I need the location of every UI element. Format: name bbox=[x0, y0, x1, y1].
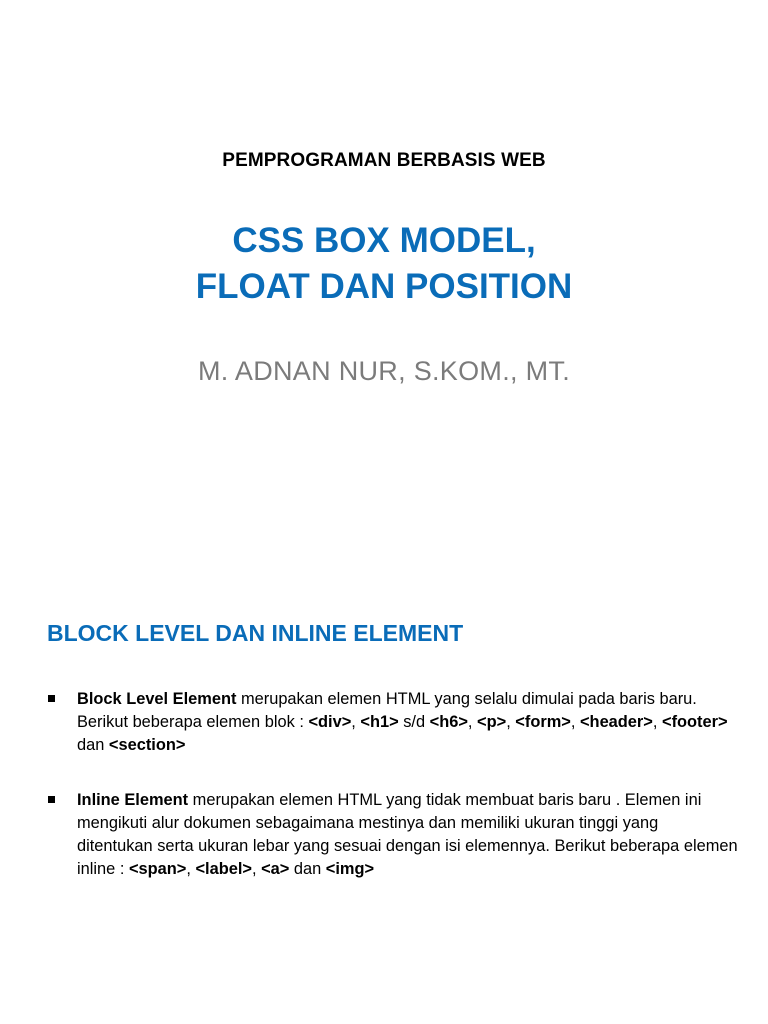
separator: , bbox=[570, 713, 580, 731]
text-dan: dan bbox=[289, 860, 326, 878]
tag-header: <header> bbox=[579, 713, 653, 731]
tag-div: <div> bbox=[308, 713, 352, 731]
tag-p: <p> bbox=[477, 713, 507, 731]
tag-h1: <h1> bbox=[360, 713, 399, 731]
tag-a: <a> bbox=[261, 860, 290, 878]
bullet-block-level bbox=[48, 688, 738, 757]
course-name: PEMPROGRAMAN BERBASIS WEB bbox=[222, 150, 546, 171]
tag-h6: <h6> bbox=[429, 713, 468, 731]
tag-label: <label> bbox=[195, 860, 252, 878]
tag-img: <img> bbox=[325, 860, 375, 878]
section-heading: BLOCK LEVEL DAN INLINE ELEMENT bbox=[47, 620, 464, 646]
tag-footer: <footer> bbox=[662, 713, 728, 731]
separator: , bbox=[506, 713, 516, 731]
content-slide bbox=[0, 560, 768, 1024]
separator: , bbox=[251, 860, 262, 878]
text-dan: dan bbox=[77, 736, 109, 754]
bullet-list bbox=[48, 688, 738, 881]
square-bullet-icon bbox=[48, 695, 55, 702]
tag-form: <form> bbox=[515, 713, 571, 731]
title-line-1: CSS BOX MODEL, bbox=[232, 221, 536, 260]
separator: , bbox=[351, 713, 361, 731]
title-line-2: FLOAT DAN POSITION bbox=[195, 267, 573, 306]
bullet-text: merupakan elemen HTML yang selalu dimulai pada baris baru. Berikut beberapa elemen blok : bbox=[77, 690, 697, 731]
bullet-term: Inline Element bbox=[77, 791, 189, 809]
tag-section: <section> bbox=[108, 736, 186, 754]
separator: , bbox=[186, 860, 196, 878]
separator: , bbox=[467, 713, 478, 731]
separator: , bbox=[652, 713, 662, 731]
bullet-term: Block Level Element bbox=[77, 690, 237, 708]
tag-span: <span> bbox=[128, 860, 187, 878]
bullet-inline bbox=[48, 789, 738, 881]
bullet-text: merupakan elemen HTML yang tidak membuat baris baru . Elemen ini mengikuti alur dokumen sebagaimana mestinya dan memiliki ukuran tinggi yang ditentukan serta ukuran lebar yang sesuai dengan isi elemennya. Berikut beberapa elemen inline : bbox=[77, 791, 738, 878]
slide-title bbox=[0, 218, 768, 310]
square-bullet-icon bbox=[48, 796, 55, 803]
text-sd: s/d bbox=[398, 713, 430, 731]
author-name: M. ADNAN NUR, S.KOM., MT. bbox=[197, 356, 571, 386]
